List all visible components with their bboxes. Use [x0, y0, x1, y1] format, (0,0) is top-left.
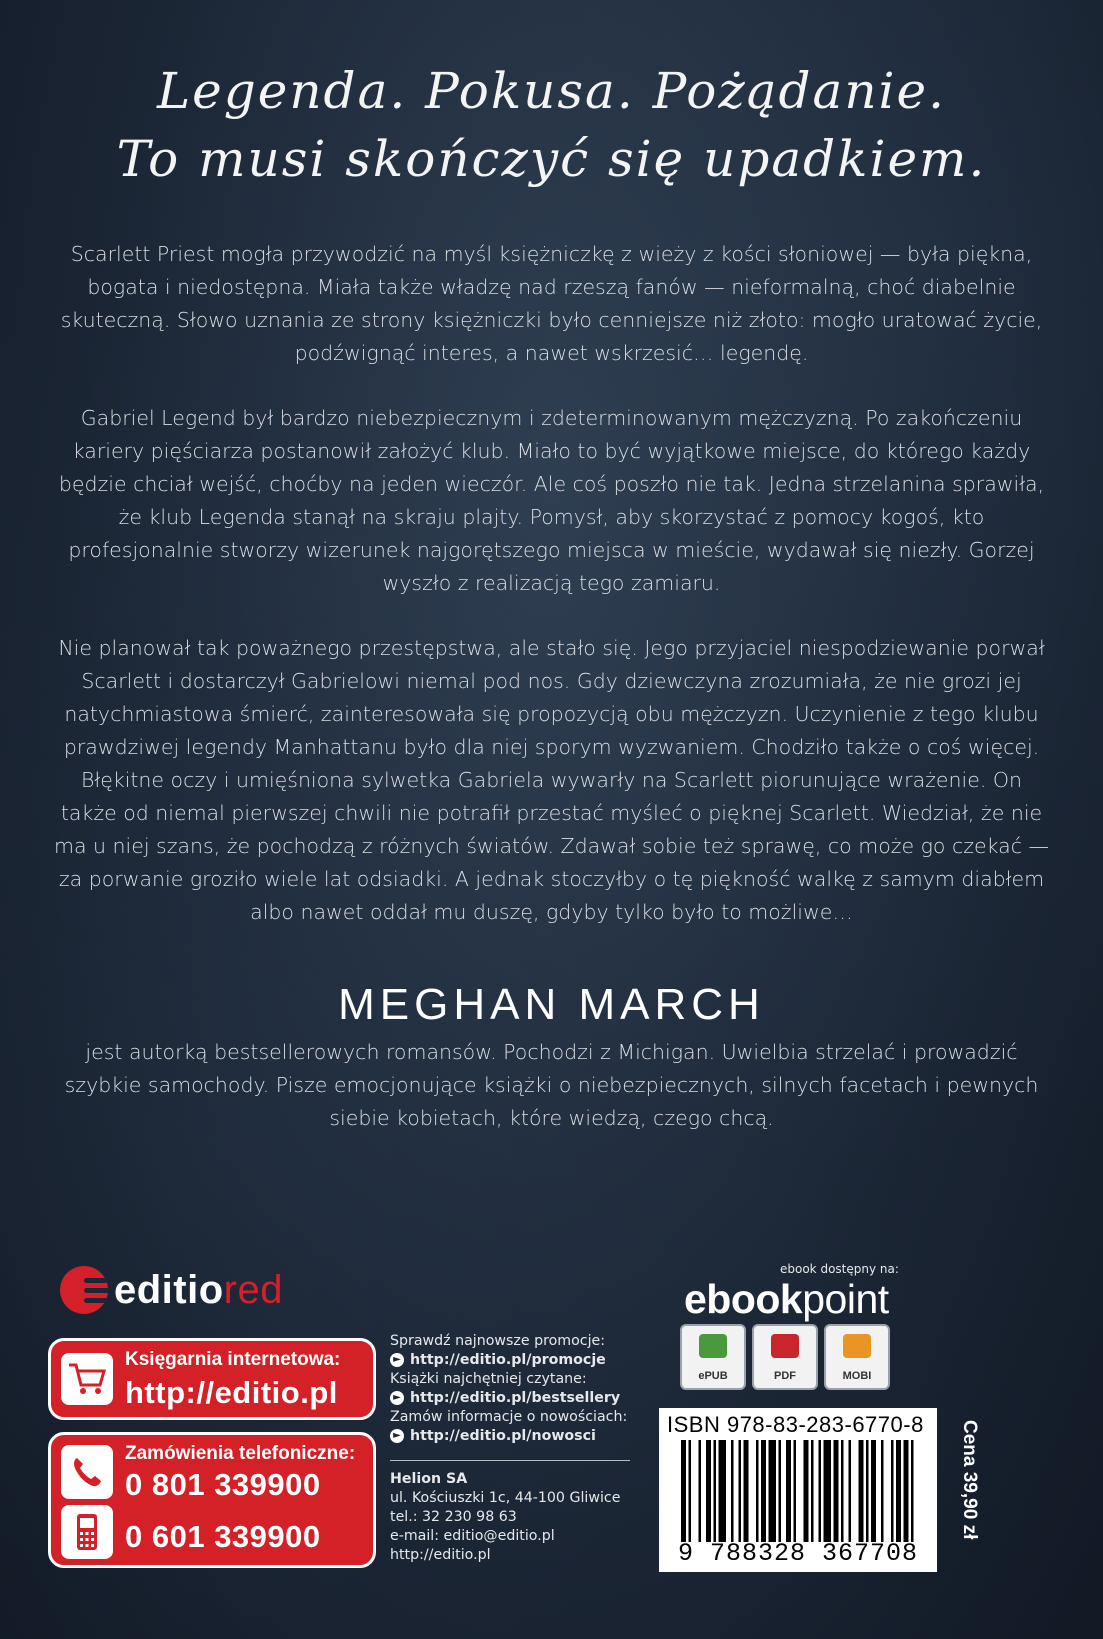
barcode-bar: [881, 1440, 884, 1542]
news-link-row[interactable]: [390, 1427, 630, 1446]
barcode-bar: [834, 1440, 839, 1542]
blurb-paragraph-1: Scarlett Priest mogła przywodzić na myśl księżniczkę z wieży z kości słoniowej — była piękna, bogata i niedostępna. Miała także władzę nad rzeszą fanów — nieformalną, choć diabelnie skuteczną. Słowo uznania ze strony księżniczki było cenniejsze niż złoto: mogło uratować życie, podźwignąć interes, a nawet wskrzesić… legendę.: [60, 242, 1043, 365]
barcode-bar: [841, 1440, 844, 1542]
barcode-bar: [714, 1440, 717, 1542]
author-name: MEGHAN MARCH: [338, 980, 765, 1029]
street-address: ul. Kościuszki 1c, 44-100 Gliwice: [390, 1490, 621, 1506]
format-epub-badge: [680, 1324, 746, 1390]
barcode-bar: [699, 1440, 702, 1542]
news-label: Zamów informacje o nowościach:: [390, 1409, 628, 1425]
barcode-bar: [824, 1440, 832, 1542]
tagline-line-1: Legenda. Pokusa. Pożądanie.: [156, 62, 947, 120]
barcode-bar: [719, 1440, 727, 1542]
publisher-logo-part1: editio: [114, 1267, 224, 1312]
barcode-bar: [744, 1440, 749, 1542]
ebookpoint-logo[interactable]: [684, 1276, 889, 1323]
barcode-bar: [891, 1440, 894, 1542]
bestsellers-link[interactable]: http://editio.pl/bestsellery: [410, 1390, 621, 1406]
promo-links: [390, 1332, 630, 1446]
barcode-bar: [859, 1440, 864, 1542]
format-epub-label: ePUB: [698, 1370, 728, 1382]
barcode-bar: [779, 1440, 782, 1542]
ebook-formats: [680, 1324, 890, 1390]
publisher-address: [390, 1470, 650, 1565]
online-shop-label: Księgarnia internetowa:: [125, 1349, 341, 1370]
phone-number-1[interactable]: 0 801 339900: [125, 1467, 321, 1502]
barcode-bar: [871, 1440, 876, 1542]
barcode-bars: [681, 1440, 921, 1542]
barcode-bar: [911, 1440, 914, 1542]
tagline-line-2: To musi skończyć się upadkiem.: [116, 130, 987, 188]
blurb-paragraph-3: Nie planował tak poważnego przestępstwa, ale stało się. Jego przyjaciel niespodziewanie porwał Scarlett i dostarczył Gabrielowi niemal pod nos. Gdy dziewczyna zrozumiała, że nie grozi jej natychmiastowa śmierć, zainteresowała się propozycją obu mężczyzn. Uczynienie z tego klubu prawdziwej legendy Manhattanu było dla niej sporym wyzwaniem. Chodziło także o coś więcej. Błękitne oczy i umięśniona sylwetka Gabriela wywarły na Scarlett piorunujące wrażenie. On także od niemal pierwszej chwili nie potrafił przestać myśleć o pięknej Scarlett. Wiedział, że nie ma u niej szans, że pochodzą z różnych światów. Zdawał sobie też sprawę, co może go czekać — za porwanie groziło wiele lat odsiadki. A jednak stoczyłby o tę piękność walkę z samym diabłem albo nawet oddał mu duszę, gdyby tylko było to możliwe…: [53, 636, 1049, 924]
barcode-bar: [896, 1440, 901, 1542]
barcode-bar: [756, 1440, 759, 1542]
ebookpoint-logo-part1: ebook: [684, 1276, 803, 1322]
barcode-bar: [804, 1440, 809, 1542]
pdf-icon: [771, 1334, 799, 1358]
publisher-logo-part2: red: [223, 1267, 283, 1312]
barcode-bar: [811, 1440, 814, 1542]
format-pdf-label: PDF: [774, 1370, 796, 1382]
barcode-bar: [739, 1440, 742, 1542]
shopping-cart-icon: [61, 1353, 113, 1405]
format-mobi-label: MOBI: [842, 1370, 872, 1382]
bestsellers-label: Książki najchętniej czytane:: [390, 1371, 587, 1387]
barcode-bar: [849, 1440, 852, 1542]
isbn-label: ISBN 978-83-283-6770-8: [667, 1412, 924, 1437]
barcode-bar: [786, 1440, 791, 1542]
publisher-logo: [60, 1265, 283, 1315]
website[interactable]: http://editio.pl: [390, 1547, 491, 1563]
epub-icon: [699, 1334, 727, 1358]
price: Cena 39,90 zł: [959, 1420, 980, 1540]
barcode-bar: [819, 1440, 822, 1542]
isbn-barcode: [659, 1408, 937, 1572]
telephone: tel.: 32 230 98 63: [390, 1509, 517, 1525]
barcode-bar: [681, 1440, 686, 1542]
mobi-icon: [843, 1334, 871, 1358]
online-shop-box[interactable]: [48, 1338, 376, 1420]
promo-label: Sprawdź najnowsze promocje:: [390, 1333, 606, 1349]
promo-link[interactable]: http://editio.pl/promocje: [410, 1352, 606, 1368]
barcode-bar: [794, 1440, 797, 1542]
barcode-bar: [706, 1440, 711, 1542]
bestsellers-link-row[interactable]: [390, 1389, 630, 1408]
barcode-bar: [731, 1440, 734, 1542]
phone-orders-box: [48, 1432, 376, 1568]
phone-number-2[interactable]: 0 601 339900: [125, 1519, 321, 1554]
barcode-bar: [769, 1440, 777, 1542]
email[interactable]: e-mail: editio@editio.pl: [390, 1528, 555, 1544]
mobile-phone-icon: [61, 1505, 113, 1559]
ebookpoint-logo-part2: point: [802, 1276, 889, 1322]
publisher-logo-text: [114, 1268, 283, 1313]
barcode-digits: 9 788328 367708: [677, 1539, 919, 1568]
barcode-bar: [761, 1440, 766, 1542]
publisher-logo-icon: [60, 1266, 108, 1314]
barcode-bar: [904, 1440, 909, 1542]
promo-link-row[interactable]: [390, 1351, 630, 1370]
format-pdf-badge: [752, 1324, 818, 1390]
arrow-right-icon: ►: [390, 1391, 404, 1405]
divider: [390, 1460, 630, 1461]
blurb-paragraph-2: Gabriel Legend był bardzo niebezpiecznym i zdeterminowanym mężczyzną. Po zakończeniu kariery pięściarza postanowił założyć klub. Miało to być wyjątkowe miejsce, do którego każdy będzie chciał wejść, choćby na jeden wieczór. Ale coś poszło nie tak. Jedna strzelanina sprawiła, że klub Legenda stanął na skraju plajty. Pomysł, aby skorzystać z pomocy kogoś, kto profesjonalnie stworzy wizerunek najgorętszego miejsca w mieście, wydawał się niezły. Gorzej wyszło z realizacją tego zamiaru.: [58, 406, 1045, 595]
phone-orders-label: Zamówienia telefoniczne:: [125, 1443, 356, 1464]
ebook-caption: ebook dostępny na:: [780, 1262, 899, 1276]
telephone-icon: [61, 1445, 113, 1499]
barcode-bar: [689, 1440, 692, 1542]
online-shop-url[interactable]: http://editio.pl: [125, 1375, 338, 1410]
format-mobi-badge: [824, 1324, 890, 1390]
company-name: Helion SA: [390, 1471, 468, 1487]
arrow-right-icon: ►: [390, 1353, 404, 1367]
barcode-bar: [866, 1440, 869, 1542]
arrow-right-icon: ►: [390, 1429, 404, 1443]
author-bio: jest autorką bestsellerowych romansów. Pochodzi z Michigan. Uwielbia strzelać i prowadzić szybkie samochody. Pisze emocjonujące książki o niebezpiecznych, silnych facetach i pewnych siebie kobietach, które wiedzą, czego chcą.: [64, 1040, 1039, 1130]
news-link[interactable]: http://editio.pl/nowosci: [410, 1428, 596, 1444]
